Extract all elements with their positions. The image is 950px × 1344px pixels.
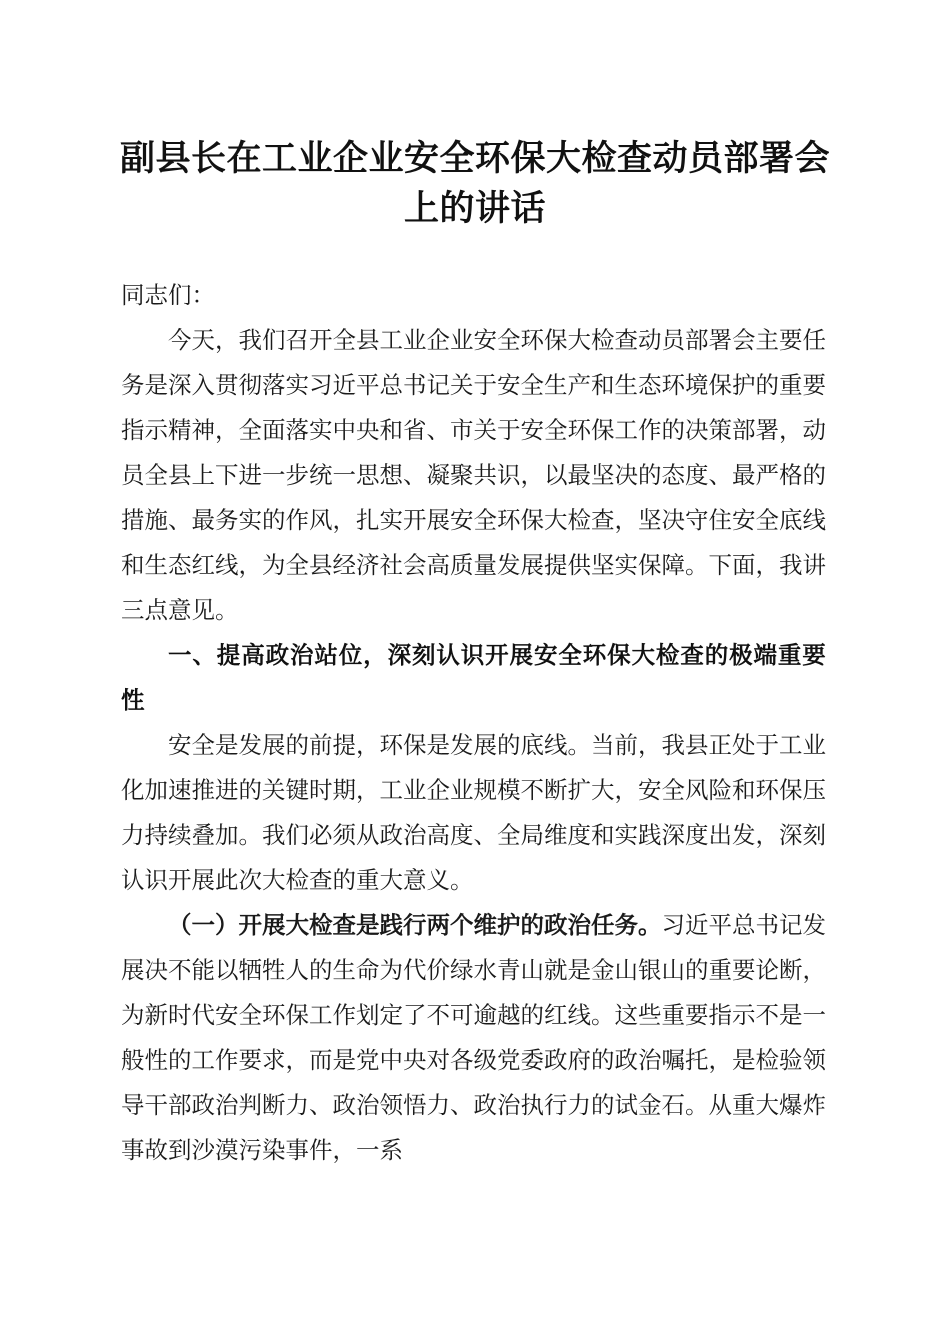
subsection-1-lead: （一）开展大检查是践行两个维护的政治任务。 [168, 911, 662, 939]
section-1-paragraph: 安全是发展的前提，环保是发展的底线。当前，我县正处于工业化加速推进的关键时期，工业企业规模不断扩大，安全风险和环保压力持续叠加。我们必须从政治高度、全局维度和实践深度出发，深刻认识开展此次大检查的重大意义。 [121, 731, 826, 894]
intro-paragraph: 今天，我们召开全县工业企业安全环保大检查动员部署会主要任务是深入贯彻落实习近平总书记关于安全生产和生态环境保护的重要指示精神，全面落实中央和省、市关于安全环保工作的决策部署，动员全县上下进一步统一思想、凝聚共识，以最坚决的态度、最严格的措施、最务实的作风，扎实开展安全环保大检查，坚决守住安全底线和生态红线，为全县经济社会高质量发展提供坚实保障。下面，我讲三点意见。 [121, 326, 826, 624]
subsection-1-body: 习近平总书记发展决不能以牺牲人的生命为代价绿水青山就是金山银山的重要论断，为新时代安全环保工作划定了不可逾越的红线。这些重要指示不是一般性的工作要求，而是党中央对各级党委政府的政治嘱托，是检验领导干部政治判断力、政治领悟力、政治执行力的试金石。从重大爆炸事故到沙漠污染事件，一系 [121, 911, 826, 1164]
section-heading-1: 一、提高政治站位，深刻认识开展安全环保大检查的极端重要性 [121, 641, 826, 714]
document-title: 副县长在工业企业安全环保大检查动员部署会上的讲话 [119, 138, 830, 229]
salutation: 同志们： [121, 281, 215, 309]
document-body [121, 273, 826, 1173]
subsection-1-paragraph [121, 903, 826, 1173]
